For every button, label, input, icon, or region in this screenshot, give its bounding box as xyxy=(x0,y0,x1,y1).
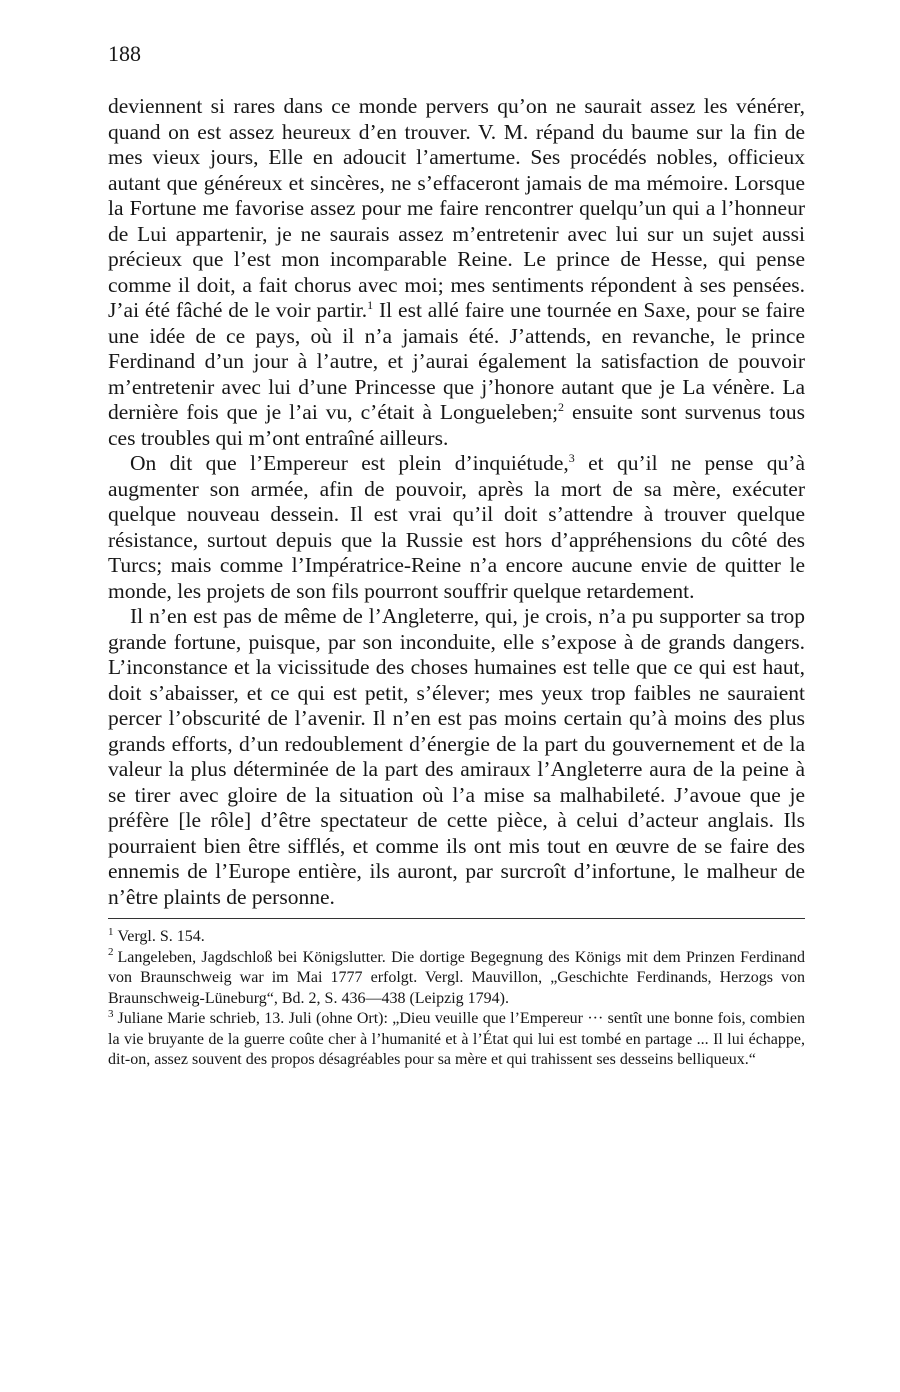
body-text xyxy=(108,94,805,910)
footnote-mark-3: 3 xyxy=(108,1007,114,1020)
footnote-mark-1: 1 xyxy=(108,925,114,938)
footnote-ref-2: 2 xyxy=(558,399,565,414)
page-number: 188 xyxy=(108,41,141,66)
footnote-2 xyxy=(108,948,805,1010)
footnote-divider xyxy=(108,918,805,919)
footnote-ref-3: 3 xyxy=(568,450,575,465)
paragraph-1-part-2: Il est allé faire une tournée en Saxe, pour se faire une idée de ce pays, où il n’a jamais été. J’attends, en revanche, le prince Ferdinand d’un jour à l’autre, et j’aurai également la satisfaction de pouvoir m’entretenir avec lui d’une Princesse que j’honore autant que je La vénère. La dernière fois que je l’ai vu, c’était à Longueleben; xyxy=(108,298,805,424)
footnotes xyxy=(108,927,805,1071)
paragraph-2-part-1: On dit que l’Empereur est plein d’inquiétude, xyxy=(130,451,569,475)
footnote-text-1: Vergl. S. 154. xyxy=(117,928,205,945)
footnote-text-3: Juliane Marie schrieb, 13. Juli (ohne Ort): „Dieu veuille que l’Empereur ··· sentît une bonne fois, combien la vie bruyante de la guerre coûte cher à l’humanité et à l’État qui lui est tombé en partage ... Il lui échappe, dit-on, assez souvent des propos désagréables pour sa mère et qui trahissent ses desseins belliqueux.“ xyxy=(108,1010,805,1068)
paragraph-1 xyxy=(108,94,805,451)
paragraph-2 xyxy=(108,451,805,604)
paragraph-2-part-2: et qu’il ne pense qu’à augmenter son armée, afin de pouvoir, après la mort de sa mère, exécuter quelque nouveau dessein. Il est vrai qu’il doit s’attendre à trouver quelque résistance, surtout depuis que la Russie est hors d’appréhensions du côté des Turcs; mais comme l’Impératrice-Reine n’a encore aucune envie de quitter le monde, les projets de son fils pourront souffrir quelque retardement. xyxy=(108,451,806,603)
paragraph-1-part-1: deviennent si rares dans ce monde pervers qu’on ne saurait assez les vénérer, quand on est assez heureux d’en trouver. V. M. répand du baume sur la fin de mes vieux jours, Elle en adoucit l’amertume. Ses procédés nobles, officieux autant que généreux et sincères, ne s’effaceront jamais de ma mémoire. Lorsque la Fortune me favorise assez pour me faire rencontrer quelqu’un qui a l’honneur de Lui appartenir, je ne saurais assez m’entretenir avec lui sur un sujet aussi précieux que l’est mon incomparable Reine. Le prince de Hesse, qui pense comme il doit, a fait chorus avec moi; mes sentiments répondent à ses pensées. J’ai été fâché de le voir partir. xyxy=(108,94,805,322)
footnote-3 xyxy=(108,1009,805,1071)
footnote-mark-2: 2 xyxy=(108,946,114,959)
footnote-1 xyxy=(108,927,805,948)
paragraph-1-part-3: ensuite sont survenus tous ces troubles qui m’ont entraîné ailleurs. xyxy=(108,400,805,450)
paragraph-3-part-1: Il n’en est pas de même de l’Angleterre, qui, je crois, n’a pu supporter sa trop grande fortune, puisque, par son inconduite, elle s’expose à de grands dangers. L’inconstance et la vicissitude des choses humaines est telle que ce qui est haut, doit s’abaisser, et ce qui est petit, s’élever; mes yeux trop faibles ne sauraient percer l’obscurité de l’avenir. Il n’en est pas moins certain qu’à moins des plus grands efforts, d’un redoublement d’énergie de la part du gouvernement et de la valeur la plus déterminée de la part des amiraux l’Angleterre aura de la peine à se tirer avec gloire de la situation où l’a mise sa malhabileté. J’avoue que je préfère [le rôle] d’être spectateur de cette pièce, à celui d’acteur anglais. Ils pourraient bien être sifflés, et comme ils ont mis tout en œuvre de se faire des ennemis de l’Europe entière, ils auront, par surcroît d’infortune, le malheur de n’être plaints de personne. xyxy=(108,604,805,909)
document-page xyxy=(108,40,805,1071)
paragraph-3 xyxy=(108,604,805,910)
footnote-text-2: Langeleben, Jagdschloß bei Königslutter. Die dortige Begegnung des Königs mit dem Prinzen Ferdinand von Braunschweig war im Mai 1777 erfolgt. Vergl. Mauvillon, „Geschichte Ferdinands, Herzogs von Braunschweig-Lüneburg“, Bd. 2, S. 436—438 (Leipzig 1794). xyxy=(108,948,805,1007)
footnote-ref-1: 1 xyxy=(367,297,374,312)
